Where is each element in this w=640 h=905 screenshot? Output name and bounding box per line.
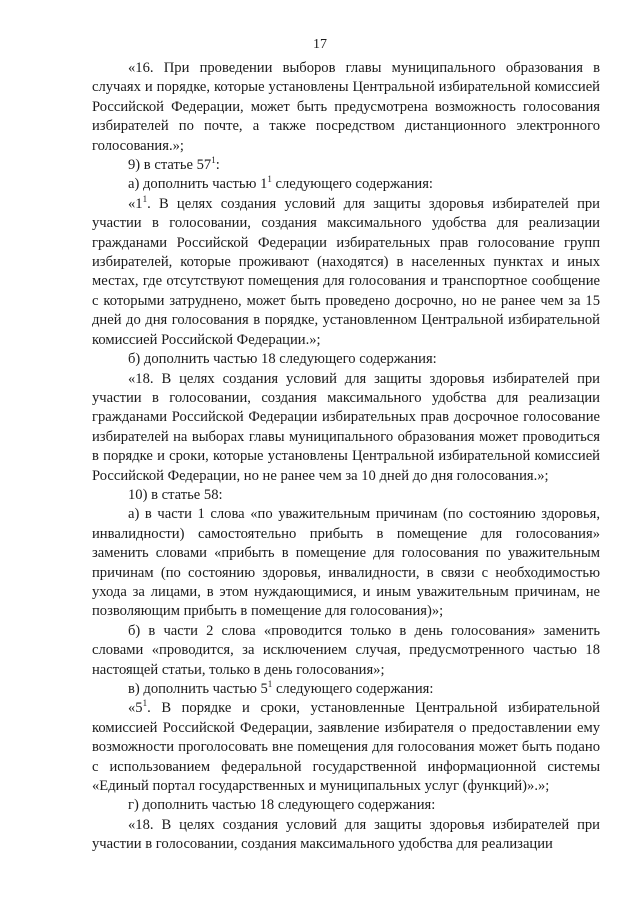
paragraph-text: г) дополнить частью 18 следующего содержания: — [128, 797, 436, 814]
superscript: 1 — [267, 174, 272, 185]
page-number: 17 — [313, 37, 327, 52]
superscript: 1 — [211, 155, 216, 166]
paragraph-p11 — [92, 699, 600, 796]
paragraph-p7 — [92, 486, 600, 505]
superscript: 1 — [142, 193, 148, 204]
paragraph-text: в) дополнить частью 5 — [128, 681, 268, 697]
paragraph-text: : — [215, 157, 220, 174]
paragraph-text: «5 — [128, 700, 143, 717]
paragraph-text: . В порядке и сроки, установленные Центральной избирательной комиссией Российской Федерации, заявление избирателя о предоставлении ему возможности проголосовать вне помещения для голосования может быть подано с использованием федеральной государственной информационной системы «Единый портал государственных и муниципальных услуг (функций)».»; — [92, 700, 600, 795]
paragraph-text: 10) в статье 58: — [128, 486, 223, 503]
paragraph-text: следующего содержания: — [272, 681, 434, 697]
paragraph-p1 — [92, 59, 600, 156]
paragraph-p8 — [92, 505, 600, 621]
paragraph-text: б) в части 2 слова «проводится только в день голосования» заменить словами «проводится, за исключением случая, предусмотренного частью 18 настоящей статьи, только в день голосования»; — [92, 622, 600, 678]
paragraph-p3 — [92, 175, 600, 194]
paragraph-p13 — [92, 816, 600, 855]
paragraph-text: «18. В целях создания условий для защиты здоровья избирателей при участии в голосовании, создания максимального удобства для реализации гражданами Российской Федерации избирательных прав досрочное голосование избирателей на выборах главы муниципального образования может проводиться в порядке и сроки, которые установлены Центральной избирательной комиссией Российской Федерации, но не ранее чем за 10 дней до дня голосования.»; — [92, 370, 600, 484]
paragraph-p4 — [92, 195, 600, 350]
paragraph-text: «1 — [128, 195, 143, 212]
paragraph-p6 — [92, 370, 600, 486]
document-body — [92, 59, 600, 855]
paragraph-p9 — [92, 622, 600, 680]
superscript: 1 — [142, 698, 148, 709]
paragraph-text: б) дополнить частью 18 следующего содержания: — [128, 351, 437, 368]
superscript: 1 — [267, 679, 273, 690]
paragraph-p2 — [92, 156, 600, 175]
paragraph-text: а) в части 1 слова «по уважительным причинам (по состоянию здоровья, инвалидности) самостоятельно прибыть в помещение для голосования» заменить словами «прибыть в помещение для голосования по уважительным причинам (по состоянию здоровья, инвалидности, в связи с необходимостью ухода за лицами, в этом нуждающимися, и иным уважительным причинам, не позволяющим прибыть в помещение для голосования)»; — [92, 506, 600, 620]
paragraph-text: . В целях создания условий для защиты здоровья избирателей при участии в голосовании, создания максимального удобства для реализации гражданами Российской Федерации избирательных прав голосование групп избирателей, которые проживают (находятся) в населенных пунктах и иных местах, где отсутствуют помещения для голосования и транспортное сообщение с которыми затруднено, может быть проведено досрочно, но не ранее чем за 15 дней до дня голосования в порядке, установленном Центральной избирательной комиссией Российской Федерации.»; — [92, 195, 600, 348]
paragraph-text: следующего содержания: — [271, 176, 433, 193]
paragraph-text: а) дополнить частью 1 — [128, 176, 268, 193]
paragraph-text: «16. При проведении выборов главы муниципального образования в случаях и порядке, которые установлены Центральной избирательной комиссией Российской Федерации, может быть предусмотрена возможность голосования избирателей по почте, а также посредством дистанционного электронного голосования.»; — [92, 60, 600, 154]
paragraph-text: «18. В целях создания условий для защиты здоровья избирателей при участии в голосовании, создания максимального удобства для реализации — [92, 816, 600, 853]
paragraph-text: 9) в статье 57 — [128, 157, 212, 174]
paragraph-p12 — [92, 796, 600, 815]
paragraph-p5 — [92, 350, 600, 369]
paragraph-p10 — [92, 680, 600, 699]
